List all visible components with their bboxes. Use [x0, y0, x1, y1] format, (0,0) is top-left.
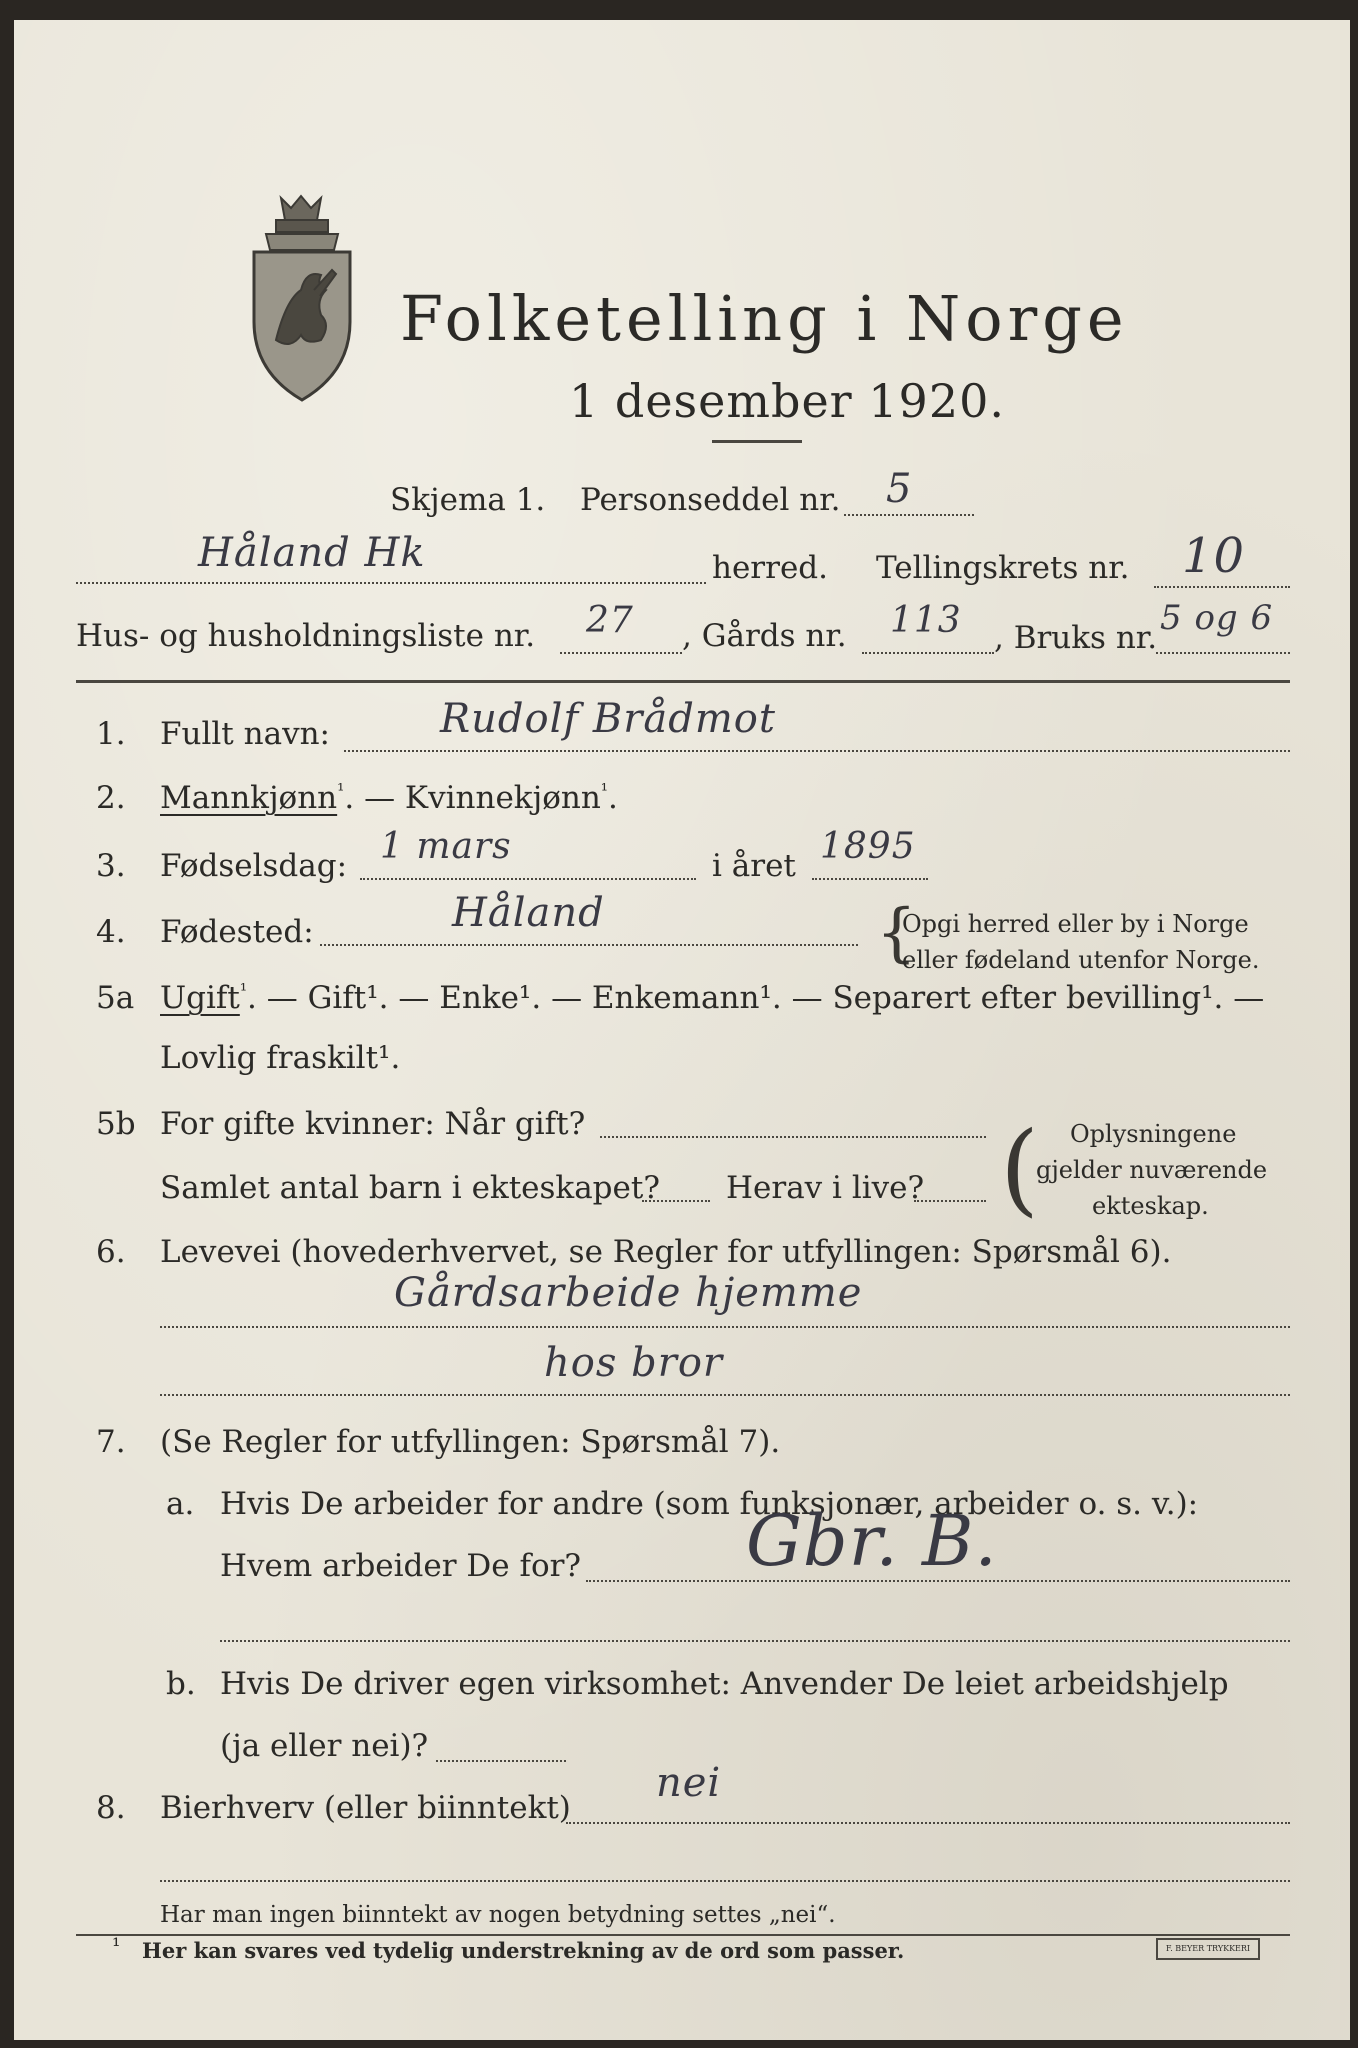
section-divider — [76, 680, 1290, 683]
q4-label: Fødested: — [160, 914, 314, 950]
q6-value-1: Gårdsarbeide hjemme — [394, 1270, 863, 1316]
q2-options — [160, 780, 618, 816]
tellingskrets-label: Tellingskrets nr. — [876, 550, 1130, 586]
bruks-label: , Bruks nr. — [994, 620, 1158, 656]
title-divider — [712, 440, 802, 443]
tellingskrets-line — [1154, 586, 1290, 588]
q8-line-2 — [160, 1880, 1290, 1882]
q5a-options — [160, 980, 1264, 1016]
q1-label: Fullt navn: — [160, 716, 330, 752]
q7a-label1: Hvis De arbeider for andre (som funksjonær, arbeider o. s. v.): — [220, 1486, 1199, 1522]
q4-brace: { — [876, 896, 917, 970]
q5b-line3 — [914, 1200, 986, 1202]
husholdningsliste-value: 27 — [586, 600, 634, 641]
q5a-ugift-option: Ugift — [160, 980, 240, 1016]
q7a-line-2 — [220, 1640, 1290, 1642]
bruks-line — [1156, 652, 1290, 654]
printer-stamp-text: F. BEYER TRYKKERI — [1165, 1944, 1251, 1953]
gards-value: 113 — [890, 600, 962, 641]
q2-kvinnekjonn-option: . — Kvinnekjønn — [344, 780, 601, 816]
q8-label: Bierhverv (eller biinntekt) — [160, 1790, 571, 1826]
herred-value: Håland Hk — [198, 530, 426, 576]
printer-stamp — [1156, 1938, 1260, 1960]
q5a-number: 5a — [96, 980, 135, 1016]
q5b-label1: For gifte kvinner: Når gift? — [160, 1106, 586, 1142]
q7a-number: a. — [166, 1486, 195, 1522]
herred-label: herred. — [712, 550, 828, 586]
q5b-line2 — [642, 1200, 710, 1202]
form-date: 1 desember 1920. — [569, 374, 1005, 428]
q8-value: nei — [656, 1760, 722, 1806]
gards-label: , Gårds nr. — [682, 618, 847, 654]
norway-coat-of-arms-icon — [236, 190, 366, 410]
q4-number: 4. — [96, 914, 126, 950]
bruks-value: 5 og 6 — [1160, 598, 1274, 638]
q3-year-line — [812, 878, 928, 880]
personseddel-label: Personseddel nr. — [580, 482, 841, 518]
q5a-footnote-mark: ¹ — [239, 980, 248, 1002]
q3-number: 3. — [96, 848, 126, 884]
q5b-label3: Herav i live? — [726, 1170, 925, 1206]
q1-line — [344, 750, 1290, 752]
q4-value: Håland — [452, 890, 605, 936]
q5b-number: 5b — [96, 1106, 136, 1142]
q6-value-2: hos bror — [544, 1340, 724, 1386]
biinntekt-note: Har man ingen biinntekt av nogen betydning settes „nei“. — [160, 1902, 836, 1928]
q6-label: Levevei (hovederhvervet, se Regler for utfyllingen: Spørsmål 6). — [160, 1234, 1172, 1270]
q3-year-value: 1895 — [820, 826, 916, 867]
q8-line-1 — [566, 1822, 1290, 1824]
q4-note-1: Opgi herred eller by i Norge — [902, 910, 1249, 938]
tellingskrets-value: 10 — [1182, 528, 1246, 584]
q7-label: (Se Regler for utfyllingen: Spørsmål 7). — [160, 1424, 781, 1460]
q4-note-2: eller fødeland utenfor Norge. — [902, 946, 1260, 974]
q2-number: 2. — [96, 780, 126, 816]
q5b-brace: ( — [1000, 1110, 1040, 1227]
q3-line — [360, 878, 696, 880]
census-form-page — [14, 20, 1350, 2040]
husholdningsliste-label: Hus- og husholdningsliste nr. — [76, 618, 536, 654]
q5a-line2: Lovlig fraskilt¹. — [160, 1040, 401, 1076]
q2-mannkjonn-option: Mannkjønn — [160, 780, 338, 816]
q8-number: 8. — [96, 1790, 126, 1826]
q7b-label2: (ja eller nei)? — [220, 1728, 429, 1764]
q2-footnote-mark-2: ¹ — [600, 780, 609, 802]
q7b-number: b. — [166, 1666, 196, 1702]
q1-number: 1. — [96, 716, 126, 752]
q5b-note-1: Oplysningene — [1070, 1120, 1237, 1148]
q5b-line1 — [600, 1136, 986, 1138]
husholdningsliste-line — [560, 652, 682, 654]
q6-line-1 — [160, 1326, 1290, 1328]
herred-line — [76, 582, 706, 584]
footnote-divider — [76, 1934, 1290, 1936]
q1-value: Rudolf Brådmot — [440, 696, 776, 742]
q5b-note-2: gjelder nuværende — [1036, 1156, 1268, 1184]
personseddel-line — [844, 514, 974, 516]
skjema-label: Skjema 1. — [390, 482, 546, 518]
footnote-mark: ¹ — [112, 1934, 121, 1958]
q5a-rest-options: . — Gift¹. — Enke¹. — Enkemann¹. — Separert efter bevilling¹. — — [247, 980, 1265, 1016]
q5b-note-3: ekteskap. — [1092, 1192, 1209, 1220]
q4-line — [320, 944, 858, 946]
q7a-value: Gbr. B. — [746, 1500, 998, 1582]
q6-number: 6. — [96, 1234, 126, 1270]
q7b-label1: Hvis De driver egen virksomhet: Anvender De leiet arbeidshjelp — [220, 1666, 1229, 1702]
q3-year-label: i året — [712, 848, 796, 884]
q5b-label2: Samlet antal barn i ekteskapet? — [160, 1170, 660, 1206]
q2-end: . — [608, 780, 618, 816]
gards-line — [862, 652, 994, 654]
q7-number: 7. — [96, 1424, 126, 1460]
q2-footnote-mark: ¹ — [337, 780, 345, 802]
form-title: Folketelling i Norge — [400, 282, 1129, 355]
q7a-label2: Hvem arbeider De for? — [220, 1548, 582, 1584]
q3-value: 1 mars — [380, 826, 512, 867]
q7b-line — [436, 1760, 566, 1762]
q3-label: Fødselsdag: — [160, 848, 348, 884]
q6-line-2 — [160, 1394, 1290, 1396]
personseddel-value: 5 — [886, 466, 913, 512]
footnote-text: Her kan svares ved tydelig understrekning av de ord som passer. — [142, 1938, 905, 1963]
